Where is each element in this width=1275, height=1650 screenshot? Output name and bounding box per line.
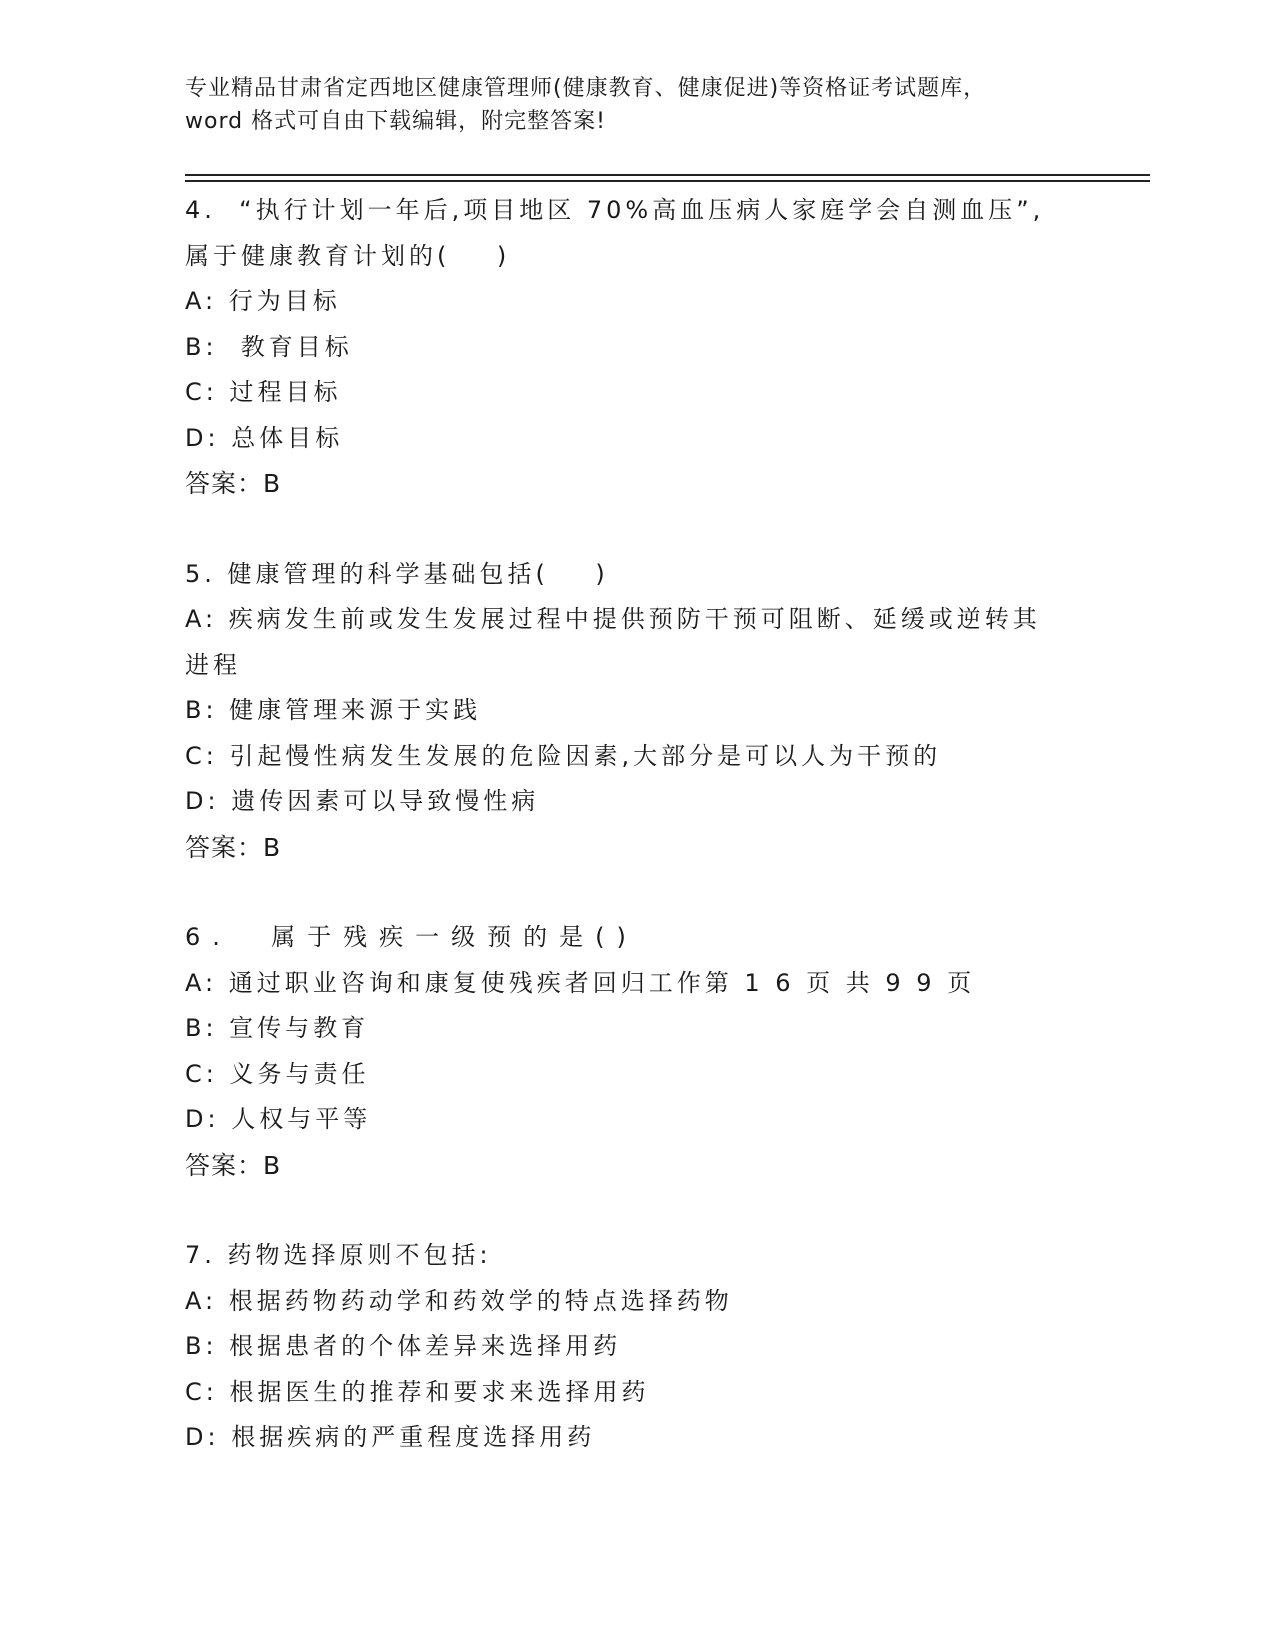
option-d: D: 人权与平等	[185, 1105, 372, 1133]
option-b: B: 教育目标	[185, 332, 353, 361]
option-b: B: 根据患者的个体差异来选择用药	[185, 1332, 622, 1360]
option-a: A: 疾病发生前或发生发展过程中提供预防干预可阻断、延缓或逆转其	[185, 605, 1041, 633]
option-c: C: 根据医生的推荐和要求来选择用药	[185, 1377, 650, 1406]
option-d: D: 总体目标	[185, 423, 344, 452]
question-6	[185, 915, 1085, 1188]
answer-line: 答案：B	[185, 832, 282, 862]
option-c: C: 过程目标	[185, 378, 342, 406]
question-stem: 6. 属于残疾一级预的是()	[185, 923, 638, 951]
question-stem: 5. 健康管理的科学基础包括( )	[185, 559, 609, 588]
document-header	[185, 72, 1085, 138]
header-line-1: 专业精品甘肃省定西地区健康管理师(健康教育、健康促进)等资格证考试题库，	[185, 76, 987, 101]
option-c: C: 引起慢性病发生发展的危险因素,大部分是可以人为干预的	[185, 741, 942, 770]
option-a-continued: 进程	[185, 650, 241, 679]
option-b: B: 健康管理来源于实践	[185, 696, 482, 724]
option-a: A: 根据药物药动学和药效学的特点选择药物	[185, 1286, 733, 1315]
option-b: B: 宣传与教育	[185, 1014, 370, 1042]
option-c: C: 义务与责任	[185, 1059, 370, 1088]
question-7	[185, 1233, 1085, 1461]
header-divider-top	[185, 174, 1150, 176]
answer-line: 答案：B	[185, 469, 282, 498]
header-line-2: word 格式可自由下载编辑，附完整答案!	[185, 109, 606, 134]
answer-line: 答案：B	[185, 1150, 282, 1180]
question-list	[185, 188, 1085, 1461]
question-stem-continued: 属于健康教育计划的( )	[185, 241, 511, 270]
question-4	[185, 188, 1085, 507]
header-divider-bottom	[185, 180, 1150, 182]
option-a: A: 行为目标	[185, 287, 341, 315]
option-d: D: 遗传因素可以导致慢性病	[185, 787, 540, 815]
question-5	[185, 552, 1085, 871]
option-d: D: 根据疾病的严重程度选择用药	[185, 1423, 596, 1451]
option-a: A: 通过职业咨询和康复使残疾者回归工作第 1 6 页 共 9 9 页	[185, 968, 976, 997]
question-stem: 7. 药物选择原则不包括:	[185, 1241, 492, 1269]
question-stem: 4. “执行计划一年后,项目地区 70%高血压病人家庭学会自测血压”,	[185, 196, 1045, 224]
